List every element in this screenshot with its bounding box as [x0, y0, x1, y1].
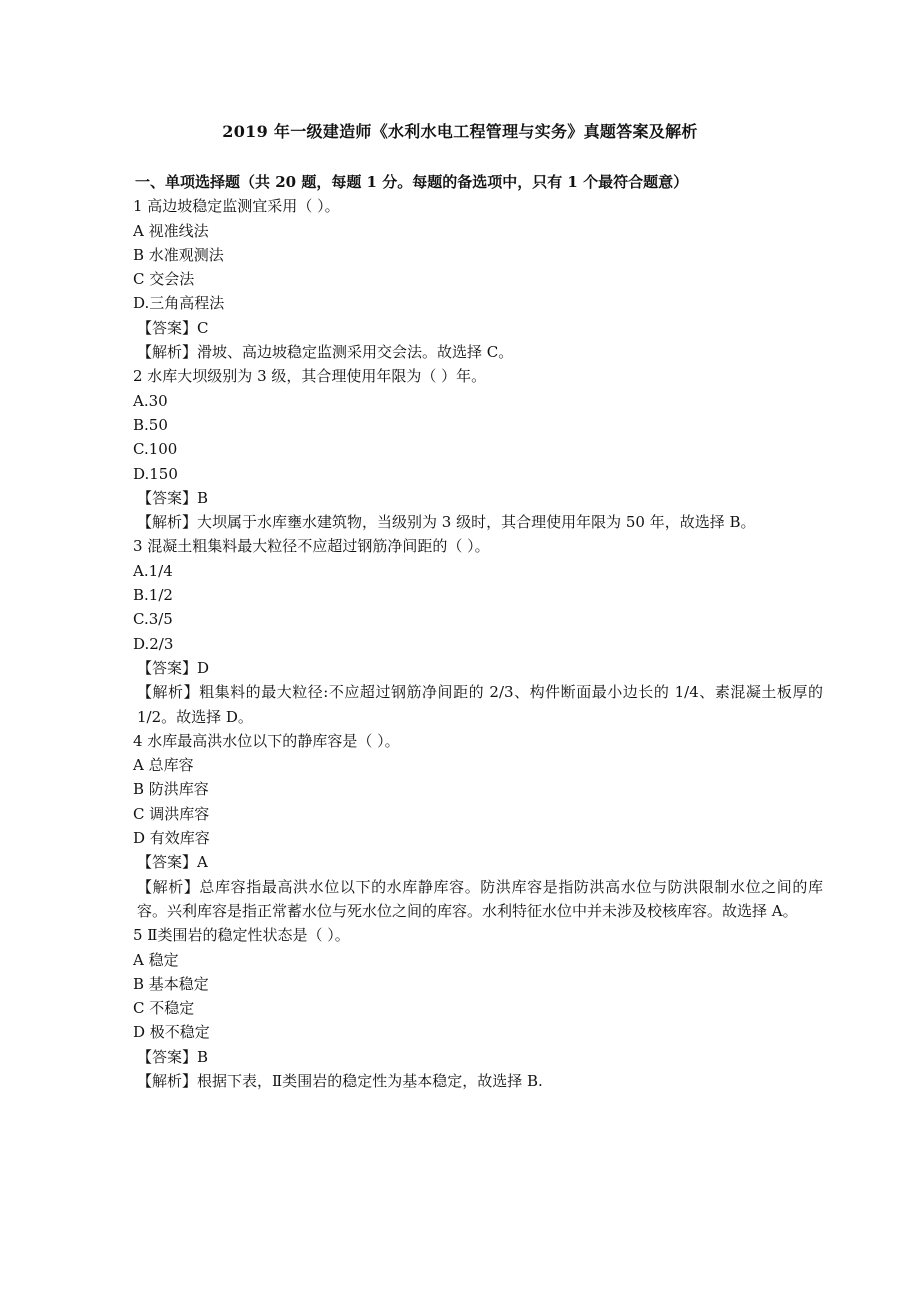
question-stem: 3 混凝土粗集料最大粒径不应超过钢筋净间距的（ ）。 — [133, 537, 490, 556]
option-c: C 调洪库容 — [133, 804, 210, 823]
question-stem: 1 高边坡稳定监测宜采用（ ）。 — [133, 197, 340, 216]
option-d: D 极不稳定 — [133, 1023, 210, 1042]
answer: 【答案】B — [137, 488, 209, 507]
analysis: 【解析】总库容指最高洪水位以下的水库静库容。防洪库容是指防洪高水位与防洪限制水位之间的库容。兴利库容是指正常蓄水位与死水位之间的库容。水利特征水位中并未涉及校核库容。故选择 A。 — [137, 877, 823, 920]
option-d: D.三角高程法 — [133, 294, 225, 313]
option-c: C.100 — [133, 440, 178, 459]
section-heading: 一、单项选择题（共 20 题，每题 1 分。每题的备选项中，只有 1 个最符合题意） — [135, 173, 689, 191]
answer: 【答案】A — [137, 853, 208, 872]
answer: 【答案】C — [137, 318, 209, 337]
analysis: 【解析】滑坡、高边坡稳定监测采用交会法。故选择 C。 — [137, 343, 514, 362]
option-b: B.50 — [133, 415, 168, 434]
option-a: A 稳定 — [133, 950, 179, 969]
option-a: A.30 — [133, 391, 168, 410]
option-c: C 交会法 — [133, 270, 195, 289]
answer: 【答案】B — [137, 1047, 209, 1066]
option-b: B.1/2 — [133, 586, 173, 605]
analysis: 【解析】根据下表，Ⅱ类围岩的稳定性为基本稳定，故选择 B. — [137, 1071, 543, 1090]
option-a: A 总库容 — [133, 756, 194, 775]
question-3 — [133, 534, 823, 728]
document-body — [133, 170, 823, 1093]
option-a: A 视准线法 — [133, 221, 209, 240]
answer: 【答案】D — [137, 658, 210, 677]
analysis: 【解析】大坝属于水库壅水建筑物，当级别为 3 级时，其合理使用年限为 50 年，故选择 B。 — [137, 513, 756, 532]
question-stem: 4 水库最高洪水位以下的静库容是（ ）。 — [133, 731, 400, 750]
option-b: B 基本稳定 — [133, 974, 209, 993]
question-1 — [133, 194, 823, 364]
option-a: A.1/4 — [133, 561, 173, 580]
question-5 — [133, 923, 823, 1093]
option-c: C.3/5 — [133, 610, 173, 629]
option-b: B 防洪库容 — [133, 780, 209, 799]
option-d: D 有效库容 — [133, 829, 210, 848]
option-d: D.2/3 — [133, 634, 174, 653]
document-title: 2019 年一级建造师《水利水电工程管理与实务》真题答案及解析 — [222, 122, 698, 141]
question-stem: 5 Ⅱ类围岩的稳定性状态是（ ）。 — [133, 926, 350, 945]
option-b: B 水准观测法 — [133, 245, 224, 264]
option-c: C 不稳定 — [133, 999, 195, 1018]
question-4 — [133, 729, 823, 923]
analysis: 【解析】粗集料的最大粒径:不应超过钢筋净间距的 2/3、构件断面最小边长的 1/4、素混凝土板厚的 1/2。故选择 D。 — [137, 683, 823, 726]
question-2 — [133, 364, 823, 534]
option-d: D.150 — [133, 464, 178, 483]
question-stem: 2 水库大坝级别为 3 级，其合理使用年限为（ ）年。 — [133, 367, 487, 386]
